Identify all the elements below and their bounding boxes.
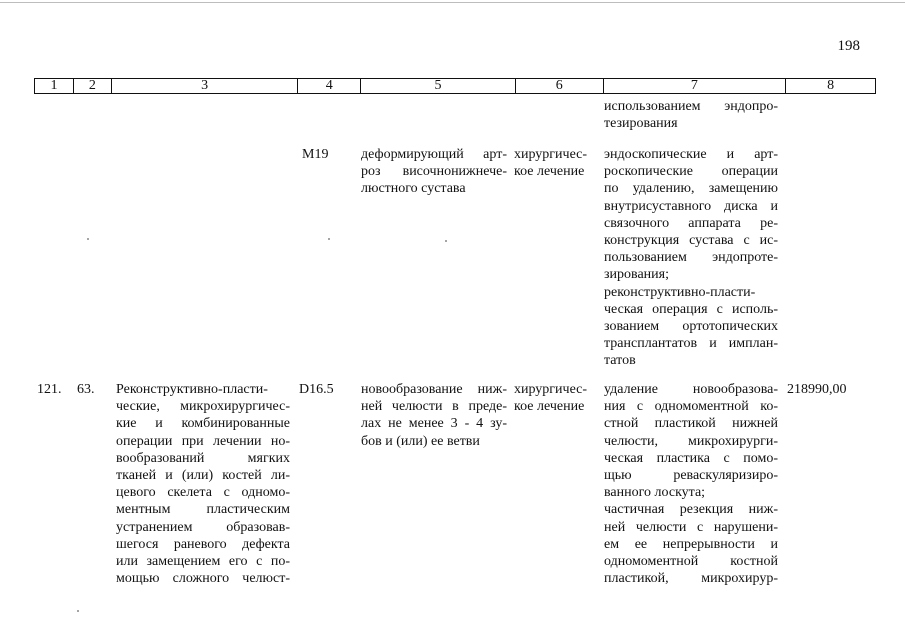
top-rule	[0, 2, 905, 3]
text-line: шегося раневого дефекта	[116, 536, 290, 552]
text-line: по удалению, замещению	[604, 181, 778, 197]
text-line: бов и (или) ее ветви	[361, 433, 480, 449]
row2-col7-method	[604, 381, 778, 587]
text-line: кие и комбинированные	[116, 416, 290, 432]
text-line: пластикой, микрохирур-	[604, 571, 778, 587]
row2-col1-number: 121.	[37, 382, 62, 397]
text-line: татов	[604, 353, 636, 369]
row1-col7-method	[604, 146, 778, 369]
text-line: щью реваскуляризиро-	[604, 467, 778, 483]
text-line: зирования;	[604, 267, 669, 283]
scan-speck	[87, 238, 89, 240]
text-line: стной пластикой нижней	[604, 416, 778, 432]
text-line: конструкция сустава с ис-	[604, 232, 778, 248]
row1-col4-code: M19	[302, 147, 329, 162]
row2-col8-cost: 218990,00	[787, 382, 847, 397]
header-col-7: 7	[604, 79, 787, 93]
text-line: люстного сустава	[361, 181, 466, 197]
text-line: челюсти, микрохирурги-	[604, 433, 778, 449]
text-line: устранением образовав-	[116, 519, 290, 535]
text-line: тканей и (или) костей ли-	[116, 467, 290, 483]
text-line: реконструктивно-пласти-	[604, 284, 756, 300]
text-line: пользованием эндопроте-	[604, 250, 778, 266]
text-line: зованием ортотопических	[604, 318, 778, 334]
text-line: хирургичес-	[514, 147, 588, 162]
text-line: связочного аппарата ре-	[604, 215, 778, 231]
text-line: вообразований мягких	[116, 450, 290, 466]
text-line: ческая пластика с помо-	[604, 450, 778, 466]
row2-col2-number: 63.	[77, 382, 95, 397]
text-line: кое лечение	[514, 164, 585, 180]
text-line: ческие, микрохирургичес-	[116, 399, 290, 415]
text-line: ней челюсти с нарушени-	[604, 519, 778, 535]
header-col-1: 1	[35, 79, 74, 93]
text-line: удаление новообразова-	[604, 382, 778, 397]
header-col-4: 4	[298, 79, 361, 93]
text-line: ванного лоскута;	[604, 485, 706, 501]
text-line: лах не менее 3 - 4 зу-	[361, 416, 507, 432]
row2-col3-procedure	[116, 381, 290, 587]
header-col-2: 2	[74, 79, 112, 93]
text-line: трансплантатов и имплан-	[604, 336, 778, 352]
text-line: мощью сложного челюст-	[116, 571, 290, 587]
text-line: операции при лечении но-	[116, 433, 290, 449]
text-line: эндоскопические и арт-	[604, 147, 778, 162]
header-col-3: 3	[112, 79, 299, 93]
row0-col7-method	[604, 98, 778, 132]
row2-col5-diagnosis	[361, 381, 507, 450]
scan-speck	[328, 238, 330, 240]
text-line: роз височнонижнече-	[361, 164, 507, 180]
text-line: ния с одномоментной ко-	[604, 399, 778, 415]
text-line: одномоментной костной	[604, 553, 778, 569]
scan-speck	[445, 240, 447, 242]
row1-col6-treatment	[514, 146, 596, 180]
text-line: использованием эндопро-	[604, 99, 778, 114]
page-number: 198	[837, 38, 860, 54]
text-line: тезирования	[604, 116, 678, 132]
text-line: хирургичес-	[514, 382, 588, 397]
text-line: роскопические операции	[604, 164, 778, 180]
text-line: ней челюсти в преде-	[361, 399, 507, 415]
row2-col6-treatment	[514, 381, 596, 415]
text-line: ем ее непрерывности и	[604, 536, 778, 552]
text-line: новообразование ниж-	[361, 382, 507, 397]
text-line: частичная резекция ниж-	[604, 502, 778, 518]
row1-col5-diagnosis	[361, 146, 507, 198]
header-col-8: 8	[827, 78, 835, 93]
text-line: цевого скелета с одномо-	[116, 485, 290, 501]
text-line: деформирующий арт-	[361, 147, 507, 162]
table-header-row	[34, 78, 876, 94]
scan-speck	[77, 610, 79, 612]
text-line: ческая операция с исполь-	[604, 301, 778, 317]
header-col-5: 5	[361, 79, 516, 93]
text-line: кое лечение	[514, 399, 585, 415]
header-col-6: 6	[516, 79, 604, 93]
text-line: Реконструктивно-пласти-	[116, 382, 268, 397]
row2-col4-code: D16.5	[299, 382, 334, 397]
text-line: ментным пластическим	[116, 502, 290, 518]
text-line: или замещением его с по-	[116, 553, 290, 569]
text-line: внутрисуставного диска и	[604, 198, 778, 214]
